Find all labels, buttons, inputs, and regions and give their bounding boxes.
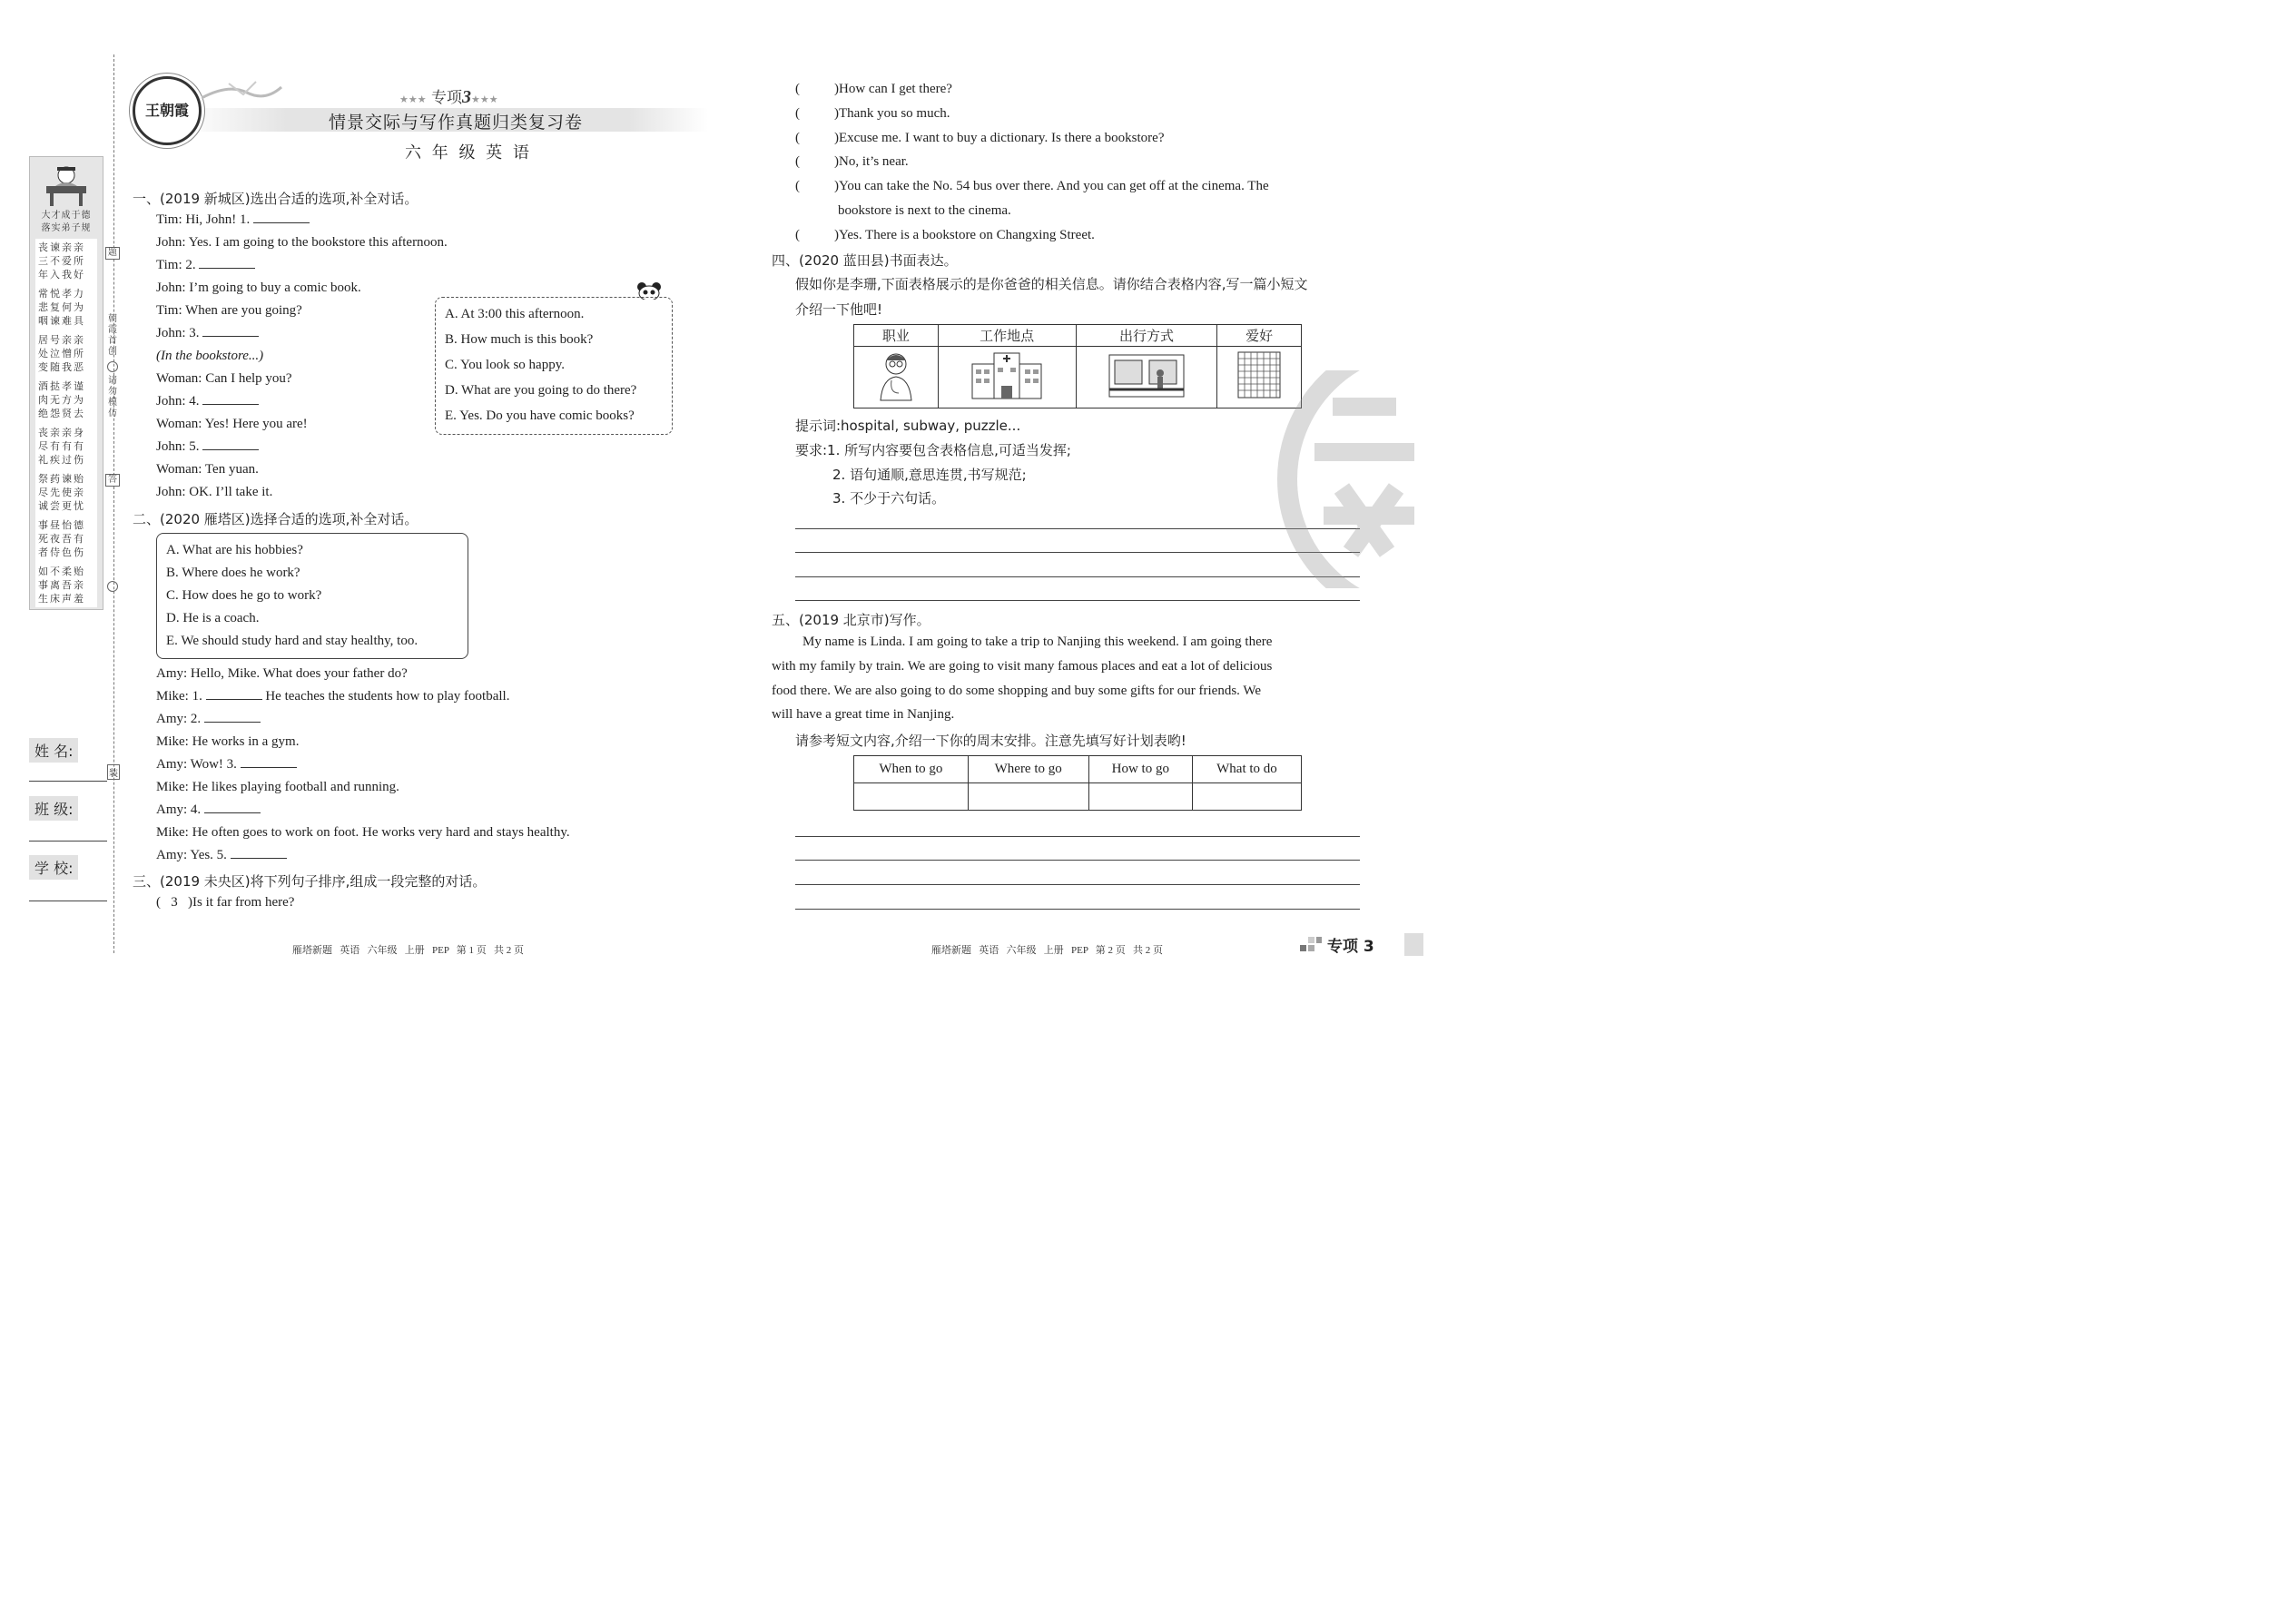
option-item: C. You look so happy. bbox=[445, 358, 565, 372]
dialogue-line: Tim: Hi, John! 1. bbox=[156, 209, 448, 231]
section-4-heading: 四、(2020 蓝田县)书面表达。 bbox=[772, 252, 958, 269]
seal-char: 朝霞首创 bbox=[108, 314, 117, 357]
table-header: 出行方式 bbox=[1076, 325, 1217, 347]
order-item: ( )You can take the No. 54 bus over there. And you can get off at the cinema. The bbox=[795, 179, 1269, 194]
option-item: B. Where does he work? bbox=[166, 566, 300, 580]
school-label: 学 校: bbox=[29, 855, 78, 880]
answer-blank[interactable] bbox=[241, 754, 297, 768]
dialogue-line: Woman: Yes! Here you are! bbox=[156, 417, 308, 431]
writing-line[interactable] bbox=[795, 600, 1360, 601]
section-1-options bbox=[435, 297, 673, 435]
motto-line: 落实弟子规 bbox=[41, 223, 92, 233]
dialogue-line: Amy: Hello, Mike. What does your father do? bbox=[156, 666, 408, 681]
option-item: C. How does he go to work? bbox=[166, 588, 322, 603]
plan-cell[interactable] bbox=[968, 783, 1088, 811]
dialogue-line: John: Yes. I am going to the bookstore this afternoon. bbox=[156, 235, 448, 250]
footer-right: 雁塔新题 英语 六年级 上册 PEP 第 2 页 共 2 页 bbox=[931, 945, 1164, 956]
poem-row: 悲复何为 bbox=[38, 301, 85, 313]
order-item: ( )Thank you so much. bbox=[795, 105, 950, 121]
table-header: What to do bbox=[1192, 756, 1301, 783]
poem-row: 尽有有有 bbox=[38, 440, 85, 452]
dialogue-line: Mike: He works in a gym. bbox=[156, 734, 300, 749]
name-label: 姓 名: bbox=[29, 738, 78, 763]
answer-blank[interactable] bbox=[199, 255, 255, 269]
section-tab-label: 专项 3 bbox=[1327, 938, 1374, 956]
poem-row: 事昼怡德 bbox=[38, 519, 85, 531]
passage-line: food there. We are also going to do some shopping and buy some gifts for our friends. We bbox=[772, 683, 1262, 698]
option-item: D. What are you going to do there? bbox=[445, 383, 637, 398]
circle-icon bbox=[107, 581, 118, 592]
hint-words: 提示词:hospital, subway, puzzle... bbox=[795, 418, 1021, 434]
plan-cell[interactable] bbox=[1088, 783, 1192, 811]
motto bbox=[30, 210, 103, 235]
order-item: ( )How can I get there? bbox=[795, 82, 952, 96]
dialogue-line: John: I’m going to buy a comic book. bbox=[156, 281, 361, 295]
table-header: 职业 bbox=[854, 325, 939, 347]
poem-row: 常悦孝力 bbox=[38, 288, 85, 300]
dialogue-line: (In the bookstore...) bbox=[156, 349, 264, 363]
dialogue-line: Amy: 2. bbox=[156, 708, 570, 731]
poem-row: 肉无方为 bbox=[38, 394, 85, 406]
answer-blank[interactable] bbox=[204, 800, 261, 813]
poem-row: 生床声羞 bbox=[38, 593, 85, 605]
poem-row: 年入我好 bbox=[38, 269, 85, 281]
seal-char: 请勿模仿 bbox=[108, 376, 117, 418]
answer-blank[interactable] bbox=[202, 437, 259, 450]
order-item-continued: bookstore is next to the cinema. bbox=[838, 202, 1011, 218]
hospital-icon bbox=[938, 347, 1076, 408]
order-number[interactable]: 3 bbox=[171, 895, 178, 910]
model-passage bbox=[772, 630, 1362, 727]
section-3-items bbox=[795, 77, 1360, 248]
order-item: ( )Excuse me. I want to buy a dictionary. Is there a bookstore? bbox=[795, 130, 1165, 145]
requirement-2: 2. 语句通顺,意思连贯,书写规范; bbox=[832, 467, 1027, 483]
requirement-3: 3. 不少于六句话。 bbox=[832, 490, 946, 507]
dialogue-line: Tim: 2. bbox=[156, 254, 448, 277]
circle-icon bbox=[107, 361, 118, 372]
dialogue-line: John: 5. bbox=[156, 436, 448, 458]
answer-blank[interactable] bbox=[231, 845, 287, 859]
option-item: D. He is a coach. bbox=[166, 611, 260, 625]
poem-row: 丧谏亲亲 bbox=[38, 241, 85, 253]
squares-icon bbox=[1300, 937, 1322, 956]
dialogue-line: Tim: When are you going? bbox=[156, 303, 302, 318]
dialogue-line: John: OK. I’ll take it. bbox=[156, 485, 273, 499]
sidebar-panel bbox=[29, 156, 103, 610]
father-info-table bbox=[853, 324, 1302, 408]
section-tab bbox=[1327, 933, 1423, 956]
ribbon-icon bbox=[202, 78, 283, 110]
dialogue-line: Amy: Yes. 5. bbox=[156, 844, 570, 867]
special-num: 3 bbox=[462, 87, 471, 107]
subway-icon bbox=[1076, 347, 1217, 408]
writing-line[interactable] bbox=[795, 884, 1360, 885]
section-1-dialogue bbox=[156, 209, 448, 504]
section-4-intro: 介绍一下他吧! bbox=[795, 301, 883, 318]
poem-row: 如不柔贻 bbox=[38, 566, 85, 577]
poem-row: 酒挞孝谨 bbox=[38, 380, 85, 392]
seal-char: 装 bbox=[107, 764, 120, 780]
option-item: E. We should study hard and stay healthy, too. bbox=[166, 634, 418, 648]
seal-char: 答 bbox=[105, 474, 120, 487]
dialogue-line: Mike: He likes playing football and running. bbox=[156, 780, 399, 794]
requirement-1: 要求:1. 所写内容要包含表格信息,可适当发挥; bbox=[795, 442, 1071, 458]
section-4-intro: 假如你是李珊,下面表格展示的是你爸爸的相关信息。请你结合表格内容,写一篇小短文 bbox=[795, 276, 1308, 292]
poem-row: 咽谏难具 bbox=[38, 315, 85, 327]
seal-char: 题 bbox=[105, 247, 120, 260]
table-header: Where to go bbox=[968, 756, 1088, 783]
special-label: ★★★ 专项3★★★ bbox=[399, 87, 498, 107]
dialogue-line: Woman: Can I help you? bbox=[156, 371, 292, 386]
table-header: 爱好 bbox=[1217, 325, 1302, 347]
poem-row: 诚尝更忧 bbox=[38, 500, 85, 512]
dialogue-line: John: 3. bbox=[156, 322, 448, 345]
dialogue-line: Woman: Ten yuan. bbox=[156, 462, 259, 477]
poem-row: 祭药谏贻 bbox=[38, 473, 85, 485]
poem-row: 丧亲亲身 bbox=[38, 427, 85, 438]
table-header: When to go bbox=[854, 756, 969, 783]
option-item: A. What are his hobbies? bbox=[166, 543, 303, 557]
order-item: ( )No, it’s near. bbox=[795, 154, 909, 170]
plan-cell[interactable] bbox=[1192, 783, 1301, 811]
doctor-icon bbox=[854, 347, 939, 408]
section-2-options bbox=[156, 533, 468, 659]
dialogue-line: John: 4. bbox=[156, 390, 448, 413]
dialogue-line: Amy: 4. bbox=[156, 799, 570, 822]
answer-blank[interactable] bbox=[204, 709, 261, 723]
section-1-heading: 一、(2019 新城区)选出合适的选项,补全对话。 bbox=[133, 191, 418, 207]
page-title: 情景交际与写作真题归类复习卷 bbox=[329, 113, 584, 133]
dialogue-line: Mike: He often goes to work on foot. He works very hard and stays healthy. bbox=[156, 825, 570, 840]
section-5-heading: 五、(2019 北京市)写作。 bbox=[772, 612, 930, 628]
writing-line[interactable] bbox=[795, 909, 1360, 910]
poem-row: 变随我恶 bbox=[38, 361, 85, 373]
poem-row: 尽先使亲 bbox=[38, 487, 85, 498]
answer-blank[interactable] bbox=[202, 391, 259, 405]
option-item: E. Yes. Do you have comic books? bbox=[445, 408, 635, 423]
poem-row: 者侍色伤 bbox=[38, 546, 85, 558]
special-text: 专项 bbox=[431, 89, 462, 107]
seal-column bbox=[105, 247, 120, 595]
passage-line: will have a great time in Nanjing. bbox=[772, 707, 955, 723]
answer-blank[interactable] bbox=[202, 323, 259, 337]
logo-badge bbox=[133, 76, 202, 145]
dialogue-line: Amy: Wow! 3. bbox=[156, 753, 570, 776]
section-5-instruction: 请参考短文内容,介绍一下你的周末安排。注意先填写好计划表哟! bbox=[795, 733, 1186, 749]
writing-line[interactable] bbox=[795, 860, 1360, 861]
passage-line: My name is Linda. I am going to take a trip to Nanjing this weekend. I am going there bbox=[802, 635, 1273, 649]
poem-row: 礼疾过伤 bbox=[38, 454, 85, 466]
section-2-dialogue bbox=[156, 663, 570, 867]
order-item: ( 3 )Is it far from here? bbox=[156, 895, 295, 910]
order-item: ( )Yes. There is a bookstore on Changxing Street. bbox=[795, 227, 1095, 242]
dialogue-line: Mike: 1. He teaches the students how to play football. bbox=[156, 685, 570, 708]
section-3-heading: 三、(2019 未央区)将下列句子排序,组成一段完整的对话。 bbox=[133, 873, 487, 890]
plan-cell[interactable] bbox=[854, 783, 969, 811]
answer-blank[interactable] bbox=[206, 686, 262, 700]
plan-table bbox=[853, 755, 1302, 811]
motto-line: 大才成于德 bbox=[41, 211, 92, 221]
option-item: B. How much is this book? bbox=[445, 332, 594, 347]
table-header: How to go bbox=[1088, 756, 1192, 783]
poem-row: 绝怨贤去 bbox=[38, 408, 85, 419]
passage-line: with my family by train. We are going to visit many famous places and eat a lot of delicious bbox=[772, 658, 1273, 674]
poem-row: 三不爱所 bbox=[38, 255, 85, 267]
option-item: A. At 3:00 this afternoon. bbox=[445, 307, 585, 321]
secret-watermark-icon bbox=[1260, 370, 1423, 593]
class-field[interactable] bbox=[29, 841, 107, 842]
class-label: 班 级: bbox=[29, 796, 78, 821]
answer-blank[interactable] bbox=[253, 210, 310, 223]
logo-text: 王朝霞 bbox=[144, 102, 189, 119]
section-2-heading: 二、(2020 雁塔区)选择合适的选项,补全对话。 bbox=[133, 511, 418, 527]
poem-row: 居号亲亲 bbox=[38, 334, 85, 346]
page-subtitle: 六 年 级 英 语 bbox=[405, 143, 532, 162]
poem-row: 事离吾亲 bbox=[38, 579, 85, 591]
writing-line[interactable] bbox=[795, 836, 1360, 837]
poem-row: 处泣憎所 bbox=[38, 348, 85, 359]
di-zi-gui-poem bbox=[35, 239, 97, 607]
name-field[interactable] bbox=[29, 781, 107, 782]
footer-left: 雁塔新题 英语 六年级 上册 PEP 第 1 页 共 2 页 bbox=[292, 945, 525, 956]
poem-row: 死夜吾有 bbox=[38, 533, 85, 545]
table-header: 工作地点 bbox=[938, 325, 1076, 347]
scholar-figure-icon bbox=[39, 162, 94, 210]
